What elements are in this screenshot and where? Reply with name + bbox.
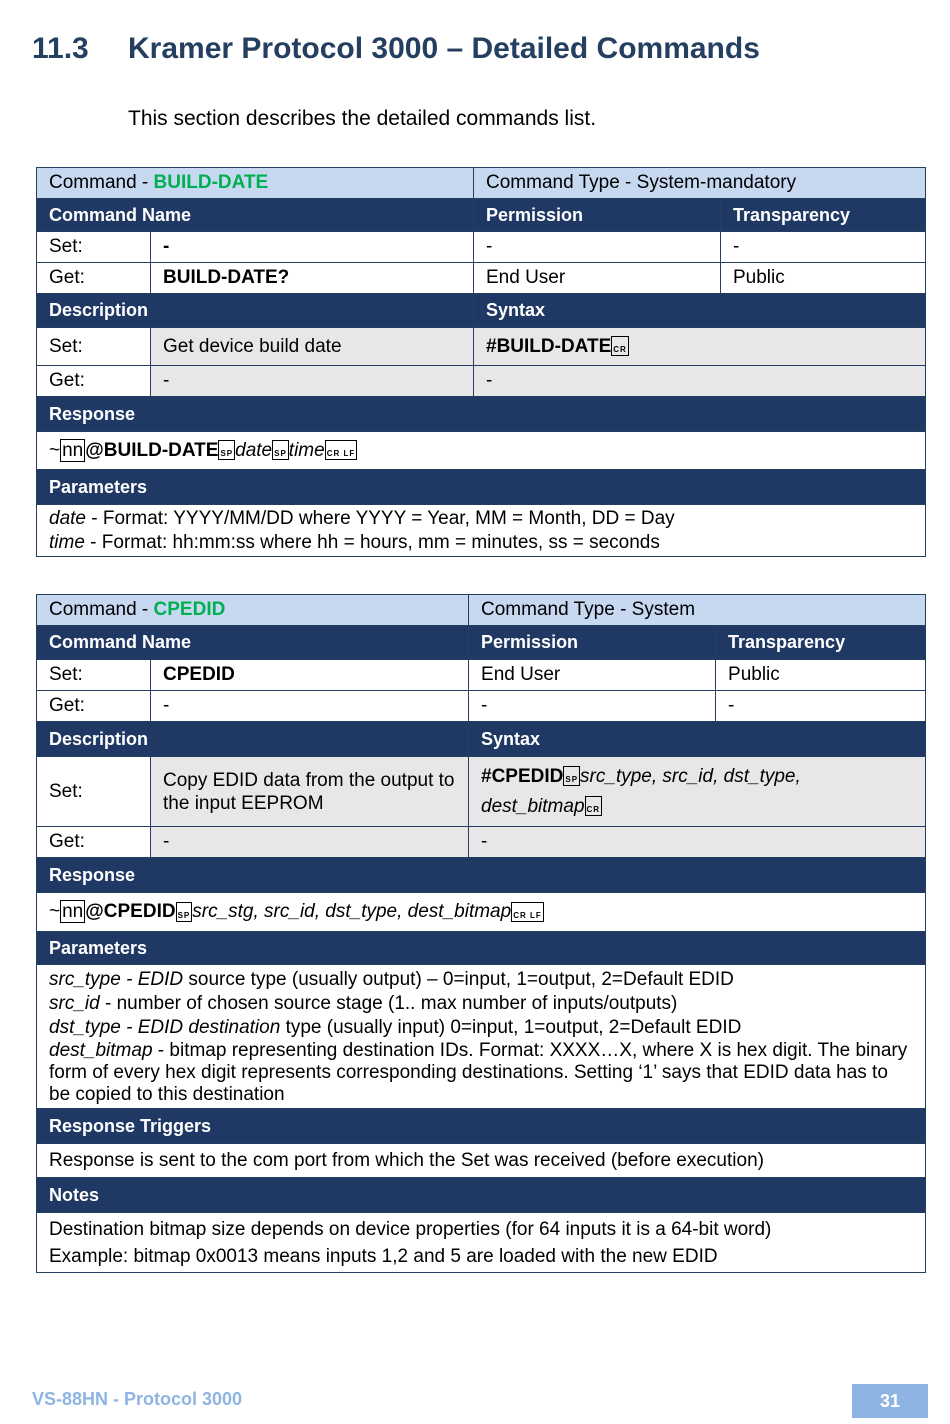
command-name-header: Command Name — [37, 626, 469, 660]
response-syntax — [37, 432, 926, 470]
sp-symbol: SP — [176, 902, 193, 922]
response-syntax — [37, 893, 926, 932]
syntax-line — [481, 792, 913, 822]
tilde: ~ — [49, 901, 61, 922]
syntax-params: src_type, src_id, dst_type, — [580, 765, 801, 787]
parameter-name: src_type - EDID — [49, 968, 184, 990]
crlf-symbol: CR LF — [325, 440, 358, 460]
set-label: Set: — [37, 660, 151, 691]
get-permission: - — [469, 691, 716, 722]
response-header: Response — [37, 397, 926, 432]
section-title: Kramer Protocol 3000 – Detailed Commands — [128, 32, 760, 65]
sp-symbol: SP — [218, 440, 235, 460]
set-transparency: Public — [716, 660, 926, 691]
cr-symbol: CR — [611, 336, 629, 356]
set-syntax — [469, 757, 926, 827]
response-param-date: date — [235, 439, 273, 461]
set-command-name: CPEDID — [151, 660, 469, 691]
response-params: src_stg, src_id, dst_type, dest_bitmap — [192, 901, 512, 922]
syntax-header: Syntax — [474, 294, 926, 328]
command-type: Command Type - System-mandatory — [474, 168, 926, 199]
command-type: Command Type - System — [469, 595, 926, 626]
parameter-name: dest_bitmap — [49, 1039, 153, 1061]
intro-text: This section describes the detailed commands list. — [128, 107, 597, 130]
response-triggers-text: Response is sent to the com port from which the Set was received (before execution) — [37, 1144, 926, 1178]
nn-placeholder: nn — [62, 901, 84, 922]
permission-header: Permission — [469, 626, 716, 660]
response-command: @CPEDID — [85, 901, 176, 922]
get-label: Get: — [37, 263, 151, 294]
get-permission: End User — [474, 263, 721, 294]
tilde: ~ — [49, 439, 61, 461]
notes-list — [37, 1213, 926, 1273]
set-syntax — [474, 328, 926, 366]
permission-header: Permission — [474, 199, 721, 232]
get-transparency: Public — [721, 263, 926, 294]
parameter-text: - Format: YYYY/MM/DD where YYYY = Year, MM = Month, DD = Day — [85, 507, 675, 529]
transparency-header: Transparency — [716, 626, 926, 660]
get-syntax: - — [474, 366, 926, 397]
get-label: Get: — [37, 827, 151, 858]
set-transparency: - — [721, 232, 926, 263]
parameter-name: time — [49, 531, 85, 553]
command-prefix: Command - — [49, 172, 154, 193]
set-label: Set: — [37, 232, 151, 263]
set-permission: End User — [469, 660, 716, 691]
set-description: Copy EDID data from the output to the input EEPROM — [151, 757, 469, 827]
syntax-command: #CPEDID — [481, 765, 564, 787]
parameters-header: Parameters — [37, 932, 926, 965]
syntax-command: #BUILD-DATE — [486, 335, 612, 357]
cpedid-table — [36, 594, 926, 1273]
sp-symbol: SP — [563, 766, 580, 786]
footer-title: VS-88HN - Protocol 3000 — [32, 1389, 243, 1409]
description-header: Description — [37, 722, 469, 757]
get-label: Get: — [37, 691, 151, 722]
parameter-item — [49, 531, 913, 555]
description-header: Description — [37, 294, 474, 328]
parameters-list — [37, 965, 926, 1109]
parameter-item — [49, 507, 913, 531]
command-name: BUILD-DATE — [153, 172, 269, 193]
note-item: Destination bitmap size depends on device properties (for 64 inputs it is a 64-bit word) — [49, 1218, 772, 1240]
command-name-header: Command Name — [37, 199, 474, 232]
parameter-name: dst_type - EDID destination — [49, 1016, 281, 1038]
get-description: - — [151, 827, 469, 858]
syntax-params: dest_bitmap — [481, 795, 585, 817]
get-description: - — [151, 366, 474, 397]
response-command: @BUILD-DATE — [85, 439, 219, 461]
parameter-name: date — [49, 507, 86, 529]
section-heading — [32, 32, 760, 66]
parameter-item — [49, 1040, 913, 1106]
nn-placeholder: nn — [62, 439, 84, 461]
parameter-text: type (usually input) 0=input, 1=output, 2=Default EDID — [280, 1016, 742, 1038]
response-triggers-header: Response Triggers — [37, 1109, 926, 1144]
parameter-text: source type (usually output) – 0=input, 1=output, 2=Default EDID — [183, 968, 734, 990]
syntax-header: Syntax — [469, 722, 926, 757]
parameter-text: - Format: hh:mm:ss where hh = hours, mm = minutes, ss = seconds — [84, 531, 660, 553]
set-label: Set: — [37, 328, 151, 366]
command-prefix: Command - — [49, 599, 154, 620]
parameter-item — [49, 1016, 913, 1040]
note-item: Example: bitmap 0x0013 means inputs 1,2 and 5 are loaded with the new EDID — [49, 1245, 718, 1267]
section-number: 11.3 — [32, 32, 89, 65]
cr-symbol: CR — [585, 796, 603, 816]
get-command-name: - — [151, 691, 469, 722]
command-name: CPEDID — [153, 599, 226, 620]
get-syntax: - — [469, 827, 926, 858]
get-command-name: BUILD-DATE? — [151, 263, 474, 294]
response-param-time: time — [288, 439, 325, 461]
parameters-header: Parameters — [37, 470, 926, 505]
notes-header: Notes — [37, 1178, 926, 1213]
page-number: 31 — [852, 1384, 928, 1418]
get-label: Get: — [37, 366, 151, 397]
get-transparency: - — [716, 691, 926, 722]
crlf-symbol: CR LF — [511, 902, 544, 922]
sp-symbol: SP — [272, 440, 289, 460]
command-title-cell — [37, 168, 474, 199]
build-date-table — [36, 167, 926, 557]
parameter-text: - bitmap representing destination IDs. Format: XXXX…X, where X is hex digit. The binary form of every hex digit represents corresponding destinations. Setting ‘1’ says that EDID data has to be copied to this destination — [49, 1039, 908, 1105]
parameter-name: src_id — [49, 992, 100, 1014]
parameter-item — [49, 992, 913, 1016]
response-header: Response — [37, 858, 926, 893]
set-permission: - — [474, 232, 721, 263]
parameter-item — [49, 968, 913, 992]
command-title-cell — [37, 595, 469, 626]
parameters-list — [37, 505, 926, 557]
syntax-line — [481, 762, 913, 792]
set-command-name: - — [151, 232, 474, 263]
transparency-header: Transparency — [721, 199, 926, 232]
parameter-text: - number of chosen source stage (1.. max number of inputs/outputs) — [99, 992, 678, 1014]
set-label: Set: — [37, 757, 151, 827]
set-description: Get device build date — [151, 328, 474, 366]
